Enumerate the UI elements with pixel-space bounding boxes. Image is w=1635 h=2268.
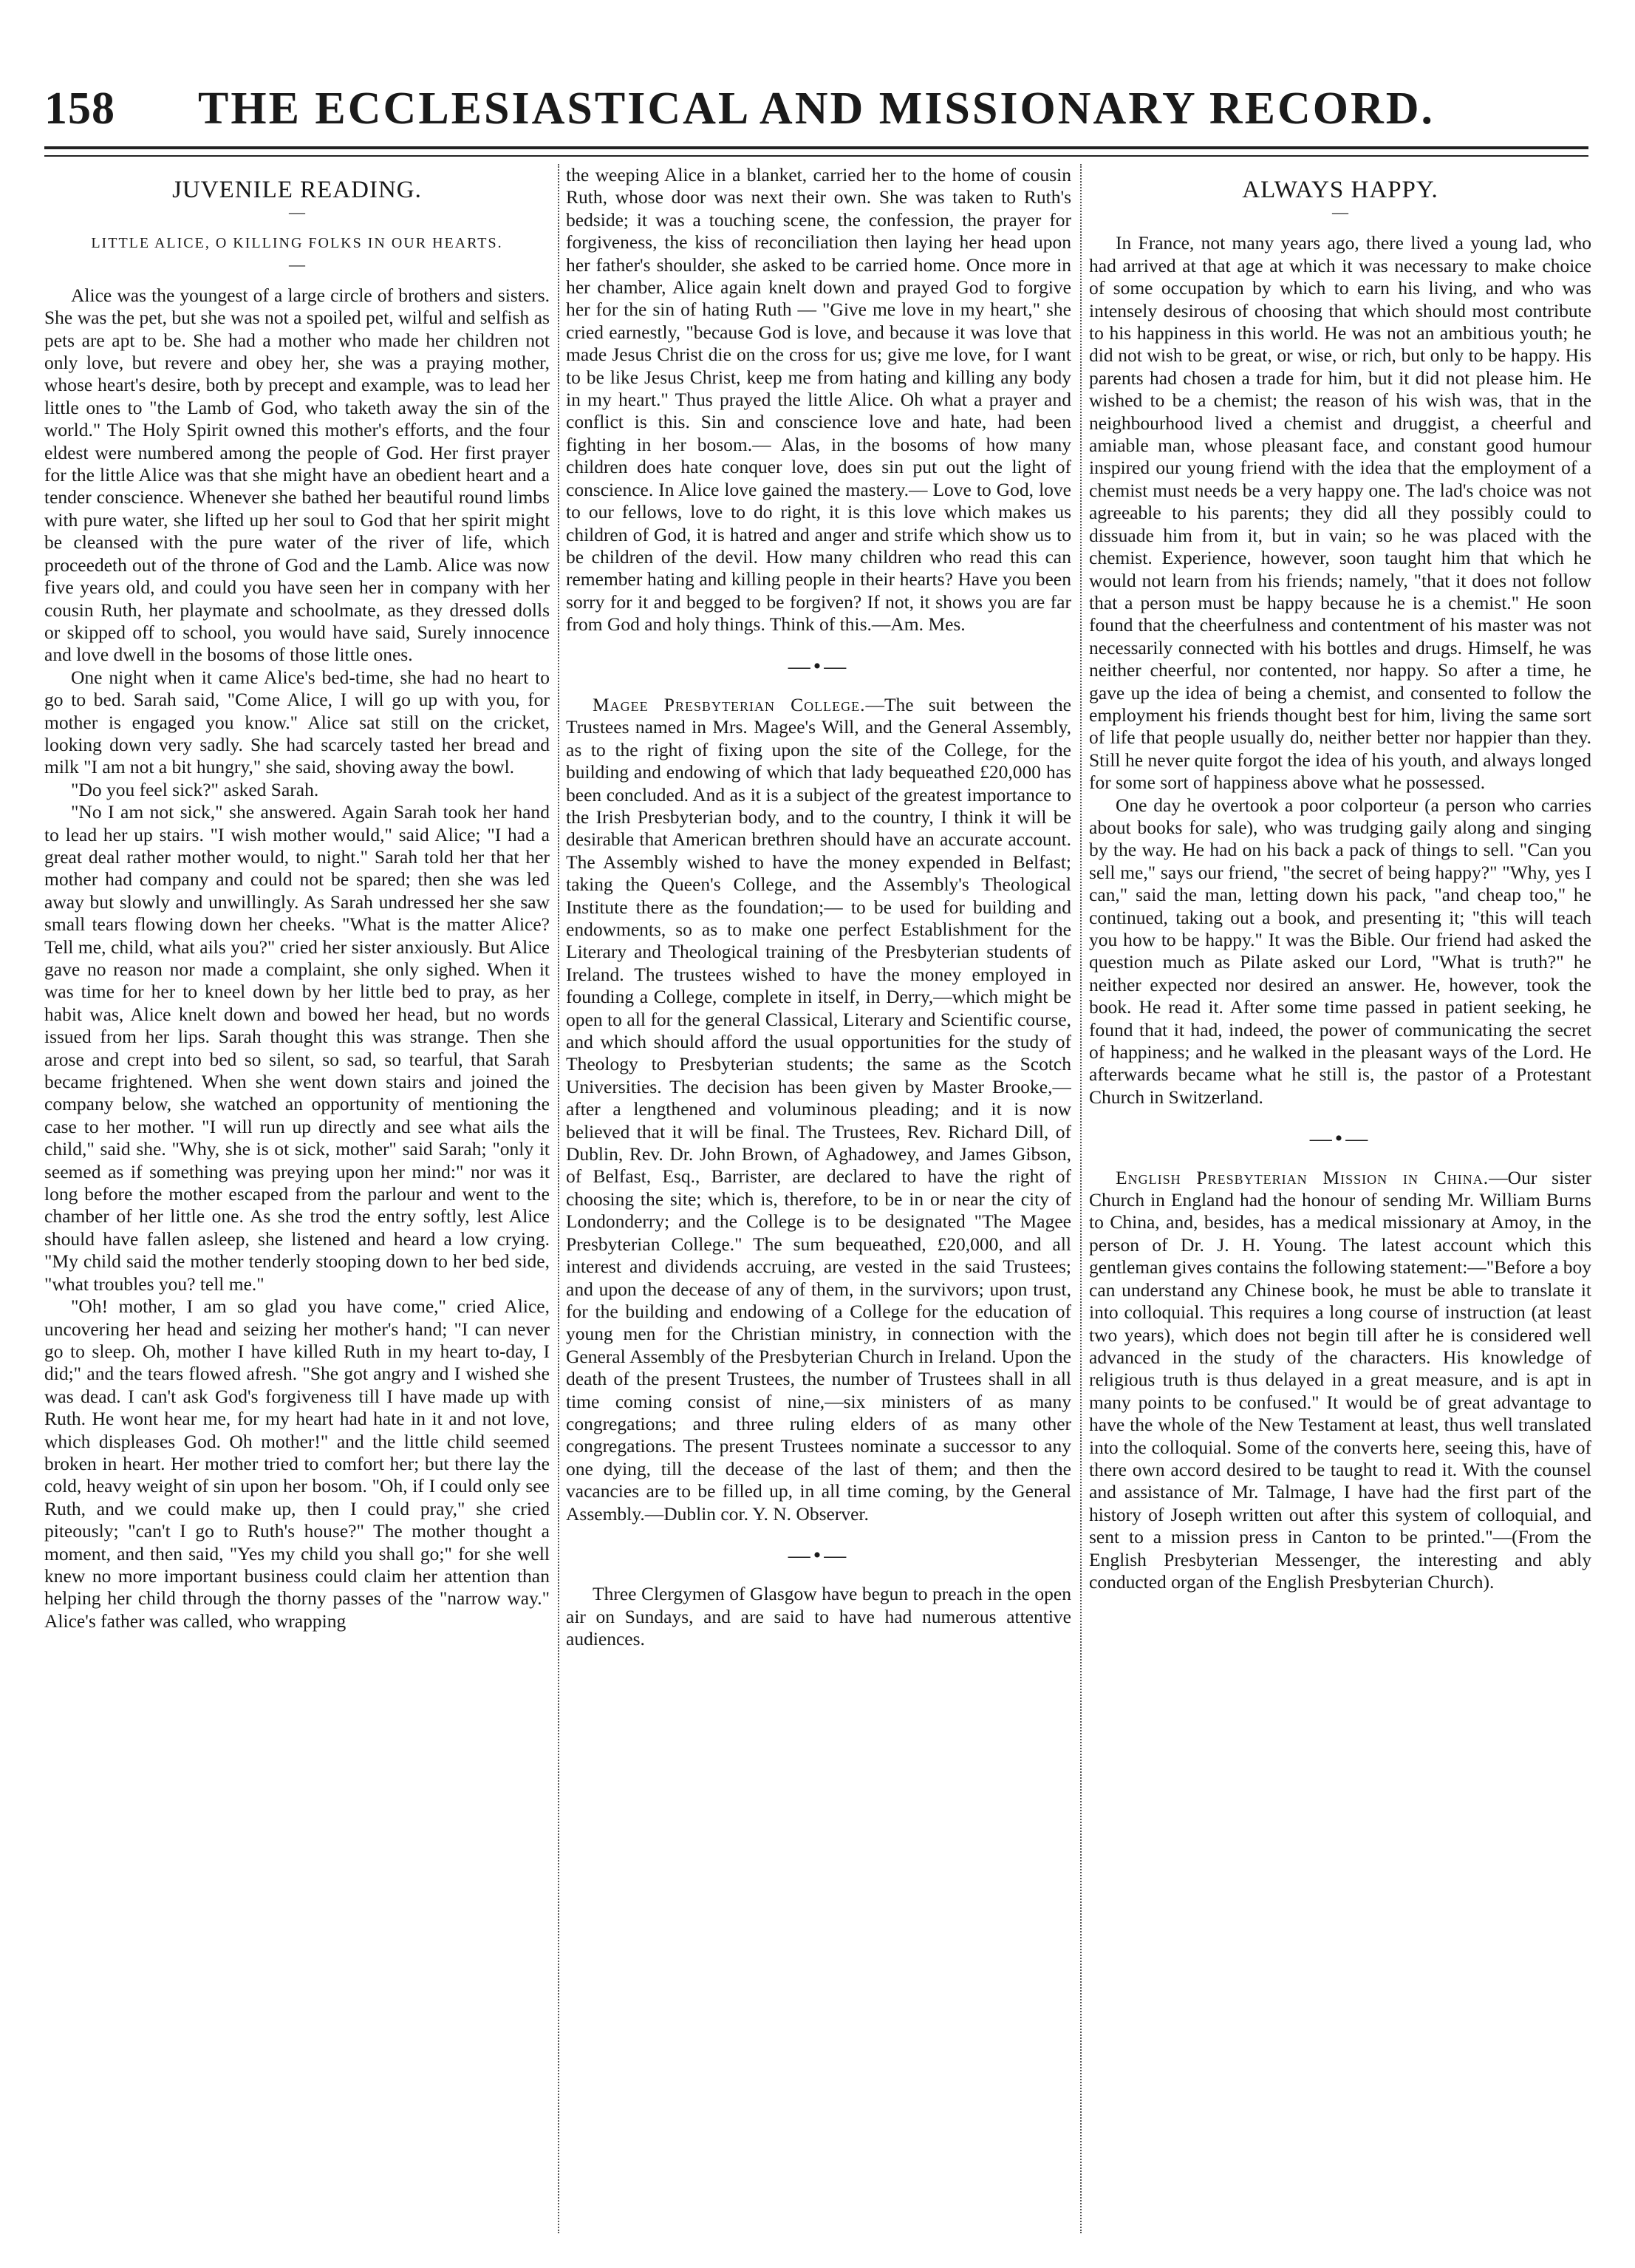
china-mission-lead: English Presbyterian Mission in China. (1116, 1166, 1489, 1188)
header-rule-thick (44, 146, 1588, 149)
juvenile-reading-heading: JUVENILE READING. (172, 177, 422, 203)
alice-paragraph: "Oh! mother, I am so glad you have come," cried Alice, uncovering her head and seizing her mother's hand; "I can never go to sleep. Oh, mother I have killed Ruth in my heart to-day, I did;" and the tears flowed afresh. "She got angry and I wished she was dead. I can't ask God's forgiveness till I have made up with Ruth. He wont hear me, for my heart had hate in it and not love, which displeases God. Oh mother!" and the little child seemed broken in heart. Her mother tried to comfort her; but there lay the cold, heavy weight of sin upon her bosom. "Oh, if I could only see Ruth, and we could make up, then I could pray," she cried piteously; "can't I go to Ruth's house?" The mother thought a moment, and then said, "Yes my child you shall go;" for she well knew no more important business could claim her attention than helping her child through the thorny passes of the "narrow way." Alice's father was called, who wrapping (44, 1295, 550, 1632)
column-3 (1089, 164, 1591, 2233)
column-2 (566, 164, 1071, 2233)
heading-dash: — (1332, 202, 1348, 222)
always-happy-paragraph: One day he overtook a poor colporteur (a person who carries about books for sale), who was trudging gaily along and singing by the way. He had on his back a pack of things to sell. "Can you sell me," says our friend, "the secret of being happy?" "Why, yes I can," said the man, letting down his pack, "and cheap too," he continued, taking out a book, and presenting it; "this will teach you how to be happy." It was the Bible. Our friend had asked the question much as Pilate asked our Lord, "What is truth?" he neither expected nor desired an answer. He, however, took the book. He read it. After some time passed in patient seeking, he found that it had, indeed, the power of communicating the secret of happiness; and he walked in the pleasant ways of the Lord. He afterwards became what he still is, the pastor of a Protestant Church in Switzerland. (1089, 794, 1591, 1108)
glasgow-clergymen-note: Three Clergymen of Glasgow have begun to preach in the open air on Sundays, and are said to have had numerous attentive audiences. (566, 1583, 1071, 1650)
alice-continued-paragraph: the weeping Alice in a blanket, carried her to the home of cousin Ruth, whose door was next their own. She was taken to Ruth's bedside; it was a touching scene, the confession, the prayer for forgiveness, the kiss of reconciliation then laying her head upon her father's shoulder, she asked to be carried home. Once more in her chamber, Alice again knelt down and prayed God to forgive her for the sin of hating Ruth — "Give me love in my heart," she cried earnestly, "because God is love, and because it was love that made Jesus Christ die on the cross for us; give me love, for I want to be like Jesus Christ, keep me from hating and killing any body in my heart." Thus prayed the little Alice. Oh what a prayer and conflict is this. Sin and conscience love and hate, had been fighting in her bosom.— Alas, in the bosoms of how many children does hate conquer love, does sin put out the light of conscience. In Alice love gained the mastery.— Love to God, love to our fellows, love to do right, it is this love which makes us children of God, it is hatred and anger and strife which show us to be children of the devil. How many children who read this can remember hating and killing people in their hearts? Have you been sorry for it and begged to be forgiven? If not, it shows you are far from God and holy things. Think of this.—Am. Mes. (566, 164, 1071, 636)
heading-dash: — (289, 202, 305, 222)
alice-story-subheading: LITTLE ALICE, O KILLING FOLKS IN OUR HEARTS. (91, 235, 503, 252)
section-ornament: —•— (1309, 1126, 1371, 1151)
section-ornament: —•— (788, 1542, 850, 1567)
alice-paragraph: Alice was the youngest of a large circle of brothers and sisters. She was the pet, but she was not a spoiled pet, wilful and selfish as pets are apt to be. She had a mother who made her children not only love, but revere and obey her, she was a praying mother, whose heart's desire, both by precept and example, was to lead her little ones to "the Lamb of God, who taketh away the sin of the world." The Holy Spirit owned this mother's efforts, and the four eldest were numbered among the people of God. Her first prayer for the little Alice was that she might have an obedient heart and a tender conscience. Whenever she bathed her beautiful round limbs with pure water, she lifted up her soul to God that her spirit might be cleansed with the pure water of the river of life, which proceedeth out of the throne of God and the Lamb. Alice was now five years old, and could you have seen her in company with her cousin Ruth, her playmate and schoolmate, as they dressed dolls or skipped off to school, you would have said, Surely innocence and love dwell in the bosoms of those little ones. (44, 284, 550, 666)
magee-college-article (566, 694, 1071, 1525)
always-happy-paragraph: In France, not many years ago, there lived a young lad, who had arrived at that age at which it was necessary to make choice of some occupation by which to earn his living, and who was intensely desirous of choosing that which should most contribute to his happiness in this world. He was not an ambitious youth; he did not wish to be great, or wise, or rich, but only to be happy. His parents had chosen a trade for him, but it did not please him. He wished to be a chemist; the reason of his wish was, that in the neighbourhood lived a chemist and druggist, a cheerful and amiable man, whose pleasant face, and constant good humour inspired our young friend with the idea that the employment of a chemist must needs be a very happy one. The lad's choice was not agreeable to his parents; they did all they possibly could to dissuade him from it, but in vain; so he was placed with the chemist. Experience, however, soon taught him that which he would not learn from his friends; namely, "that it does not follow that a person must be happy because he is a chemist." He soon found that the cheerfulness and contentment of his master was not necessarily connected with his bottles and drugs. Himself, he was neither cheerful, nor contented, nor happy. So after a time, he gave up the idea of being a chemist, and consented to follow the employment his friends thought best for him, living the same sort of life that people usually do, neither better nor happier than they. Still he never quite forgot the idea of his youth, and always longed for some sort of happiness above what he possessed. (1089, 232, 1591, 794)
alice-paragraph: "Do you feel sick?" asked Sarah. (71, 778, 319, 800)
magee-college-lead: Magee Presbyterian College. (593, 693, 866, 715)
section-ornament: —•— (788, 653, 850, 678)
column-divider-2 (1080, 164, 1082, 2233)
always-happy-heading: ALWAYS HAPPY. (1242, 177, 1438, 203)
magee-college-body: —The suit between the Trustees named in Mrs. Magee's Will, and the General Assembly, as to the right of fixing upon the site of the College, for the building and endowing of which that lady bequeathed £20,000 has been concluded. And as it is a subject of the greatest importance to the Irish Presbyterian body, and to the country, I think it will be desirable that American brethren should have an accurate account. The Assembly wished to have the money expended in Belfast; taking the Queen's College, and the Assembly's Theological Institute there as the foundation;— to be used for building and endowments, so as to make one perfect Establishment for the Literary and Theological training of the Presbyterian students of Ireland. The trustees wished to have the money employed in founding a College, complete in itself, in Derry,—which might be open to all for the general Classical, Literary and Scientific course, and which should afford the usual opportunities for the study of Theology to Presbyterian students; the same as the Scotch Universities. The decision has been given by Master Brooke,—after a lengthened and voluminous pleading; and it is now believed that it will be final. The Trustees, Rev. Richard Dill, of Dublin, Rev. Dr. John Brown, of Aghadowey, and James Gibson, of Belfast, Esq., Barrister, are declared to have the right of choosing the site; which is, therefore, to be in or near the city of Londonderry; and the College is to be designated "The Magee Presbyterian College." The sum bequeathed, £20,000, and all interest and dividends accruing, are vested in the said Trustees; and upon the decease of any of them, in the survivors; upon trust, for the building and endowing of a College for the education of young men for the Christian ministry, in connection with the General Assembly of the Presbyterian Church in Ireland. Upon the death of the present Trustees, the number of Trustees shall in all time coming consist of nine,—six ministers of as many congregations; and three ruling elders of as many other congregations. The present Trustees nominate a successor to any one dying, till the decease of the last of them; and then the vacancies are to be filled up, in all time coming, by the General Assembly.—Dublin cor. Y. N. Observer. (566, 693, 1071, 1525)
page-header (44, 83, 1588, 142)
page-number: 158 (44, 84, 115, 134)
column-divider-1 (558, 164, 559, 2233)
alice-paragraph: "No I am not sick," she answered. Again Sarah took her hand to lead her up stairs. "I wish mother would," said Alice; "I had a great deal rather mother would, to night." Sarah told her that her mother had company and could not be spared; then she was led away but slowly and unwillingly. As Sarah undressed her she saw small tears flowing down her cheeks. "What is the matter Alice? Tell me, child, what ails you?" cried her sister anxiously. But Alice gave no reason nor made a complaint, she only sighed. When it was time for her to kneel down by her little bed to pray, as her habit was, Alice knelt down and bowed her head, but no words issued from her lips. Sarah thought this was strange. Then she arose and crept into bed so silent, so sad, so tearful, that Sarah became frightened. When she went down stairs and joined the company below, she watched an opportunity of mentioning the case to her mother. "I will run up directly and see what ails the child," said she. "Why, she is ot sick, mother" said Sarah; "only it seemed as if something was preying upon her mind:" nor was it long before the mother escaped from the parlour and went to the chamber of her little one. As she trod the entry softly, lest Alice should have fallen asleep, she listened and heard a low crying. "My child said the mother tenderly stooping down to her bed side, "what troubles you? tell me." (44, 801, 550, 1295)
china-mission-article (1089, 1167, 1591, 1594)
china-mission-body: —Our sister Church in England had the honour of sending Mr. William Burns to China, and, besides, has a medical missionary at Amoy, in the person of Dr. J. H. Young. The latest account which this gentleman gives contains the following statement:—"Before a boy can understand any Chinese book, he must be able to translate it into colloquial. This requires a long course of instruction (at least two years), which does not begin till after he is considered well advanced in the study of the characters. His knowledge of religious truth is thus delayed in a great measure, and is apt in many points to be confused." It would be of great advantage to have the whole of the New Testament at least, thus well translated into the colloquial. Some of the converts here, seeing this, have of there own accord desired to be taught to read it. With the counsel and assistance of Mr. Talmage, I have had the first part of the history of Joseph written out after this system of colloquial, and sent to a mission press in Canton to be printed."—(From the English Presbyterian Messenger, the interesting and ably conducted organ of the English Presbyterian Church). (1089, 1166, 1591, 1593)
subheading-dash: — (289, 254, 305, 273)
column-1 (44, 164, 550, 2233)
header-rule-thin (44, 155, 1588, 157)
alice-paragraph: One night when it came Alice's bed-time, she had no heart to go to bed. Sarah said, "Come Alice, I will go up with you, for mother is engaged you know." Alice sat still on the cricket, looking down very sadly. She had scarcely tasted her bread and milk "I am not a bit hungry," she said, shoving away the bowl. (44, 666, 550, 778)
publication-title: THE ECCLESIASTICAL AND MISSIONARY RECORD. (197, 84, 1436, 134)
